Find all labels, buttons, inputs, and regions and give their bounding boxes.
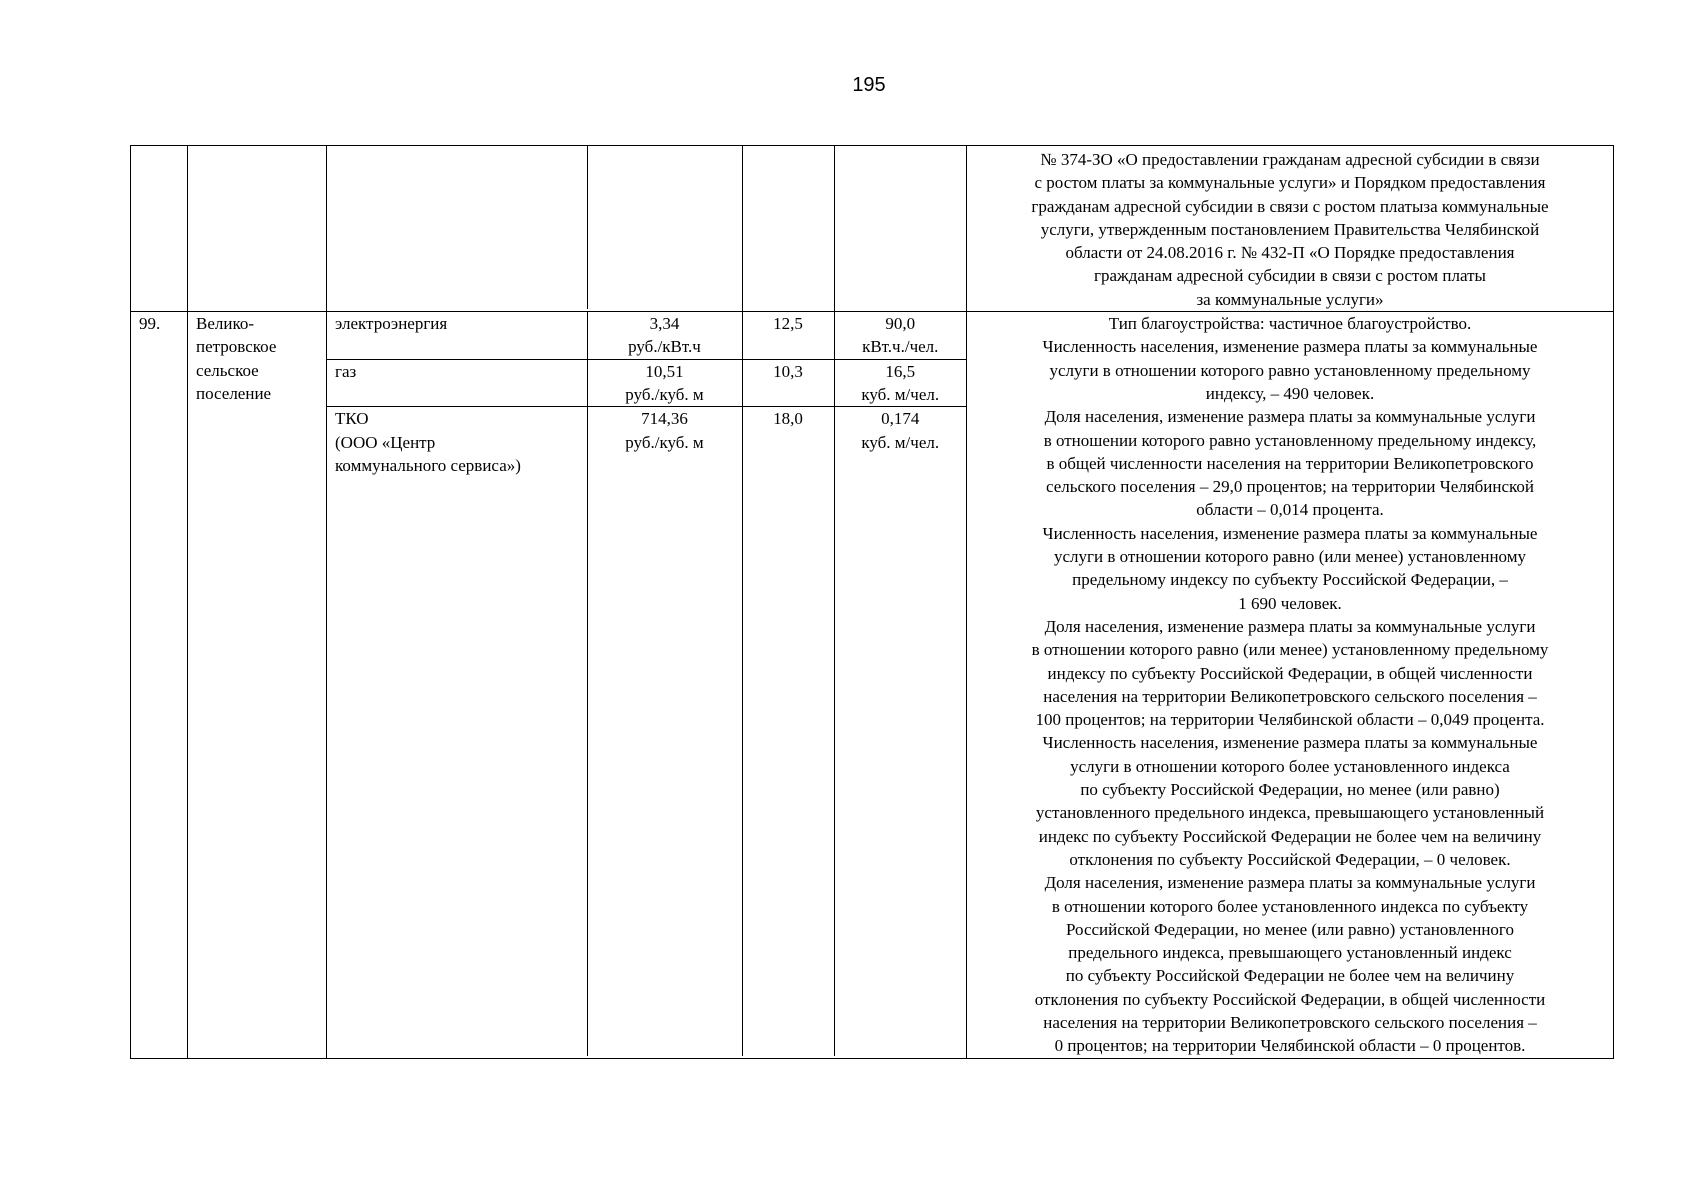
description-line: в общей численности населения на территории Великопетровского: [1046, 453, 1534, 473]
services-table: [327, 312, 966, 1056]
description-line: Доля населения, изменение размера платы за коммунальные услуги: [1044, 873, 1536, 893]
empty-services-cell: [327, 146, 743, 312]
empty-municipality-cell: [188, 146, 327, 312]
empty-index-cell: [743, 146, 835, 312]
improvement-description: [967, 312, 1614, 1059]
description-line: населения на территории Великопетровского сельского поселения –: [1043, 1012, 1537, 1032]
continuation-row: [131, 146, 1614, 312]
description-line: индекс по субъекту Российской Федерации не более чем на величину: [1038, 826, 1542, 846]
empty-service-name: [327, 146, 587, 309]
description-line: по субъекту Российской Федерации, но менее (или равно): [1080, 780, 1500, 800]
service-row-waste: [327, 407, 966, 1056]
service-tariff: 714,36 руб./куб. м: [587, 407, 742, 1056]
description-line: Численность населения, изменение размера платы за коммунальные: [1042, 337, 1538, 357]
description-line: Численность населения, изменение размера платы за коммунальные: [1042, 523, 1538, 543]
description-line: Доля населения, изменение размера платы за коммунальные услуги: [1044, 616, 1536, 636]
service-index: 10,3: [742, 359, 834, 407]
page-number: 195: [852, 74, 886, 96]
description-line: услуги в отношении которого равно (или менее) установленному: [1054, 547, 1526, 567]
municipality-line: сельское: [196, 360, 259, 380]
municipality-line: Велико-: [196, 314, 255, 334]
description-line: отклонения по субъекту Российской Федерации, – 0 человек.: [1069, 849, 1511, 869]
empty-number-cell: [131, 146, 188, 312]
municipality-line: поселение: [196, 383, 272, 403]
description-line: Тип благоустройства: частичное благоустройство.: [1108, 314, 1472, 334]
service-name: газ: [327, 359, 587, 407]
description-line: предельного индекса, превышающего установленный индекс: [1068, 943, 1512, 963]
description-line: в отношении которого равно (или менее) установленному предельному: [1031, 640, 1549, 660]
municipality-line: петровское: [196, 337, 277, 357]
description-line: Доля населения, изменение размера платы за коммунальные услуги: [1044, 407, 1536, 427]
description-line: предельному индексу по субъекту Российской Федерации, –: [1072, 570, 1508, 590]
service-name: электроэнергия: [327, 312, 587, 359]
service-tariff: 3,34 руб./кВт.ч: [587, 312, 742, 359]
empty-consumption-cell: [835, 146, 967, 312]
empty-tariff: [587, 146, 742, 309]
service-consumption: 0,174 куб. м/чел.: [861, 409, 940, 452]
description-line: Российской Федерации, но менее (или равно) установленного: [1066, 919, 1514, 939]
row-number: 99.: [131, 312, 188, 1059]
service-tariff: 10,51 руб./куб. м: [587, 359, 742, 407]
continuation-line: области от 24.08.2016 г. № 432-П «О Порядке предоставления: [1065, 243, 1515, 263]
description-line: установленного предельного индекса, превышающего установленный: [1035, 803, 1545, 823]
description-line: в отношении которого более установленного индекса по субъекту: [1051, 896, 1529, 916]
service-index: 18,0: [742, 407, 834, 1056]
services-block: [327, 312, 967, 1059]
table-row: [131, 312, 1614, 1059]
service-index: 12,5: [742, 312, 834, 359]
service-consumption: 16,5 куб. м/чел.: [834, 359, 966, 407]
description-line: области – 0,014 процента.: [1196, 500, 1384, 520]
description-line: 1 690 человек.: [1238, 593, 1342, 613]
continuation-line: гражданам адресной субсидии в связи с ростом платы: [1094, 266, 1486, 286]
continuation-line: гражданам адресной субсидии в связи с ростом платыза коммунальные: [1031, 196, 1549, 216]
description-line: 100 процентов; на территории Челябинской области – 0,049 процента.: [1035, 710, 1545, 730]
description-line: 0 процентов; на территории Челябинской области – 0 процентов.: [1054, 1036, 1526, 1056]
continuation-line: услуги, утвержденным постановлением Правительства Челябинской: [1040, 219, 1540, 239]
continuation-line: за коммунальные услуги»: [1196, 289, 1384, 309]
description-line: услуги в отношении которого более установленного индекса: [1070, 756, 1510, 776]
continuation-text: [967, 146, 1614, 312]
description-line: Численность населения, изменение размера платы за коммунальные: [1042, 733, 1538, 753]
continuation-line: с ростом платы за коммунальные услуги» и Порядком предоставления: [1034, 173, 1546, 193]
service-row-electricity: [327, 312, 966, 359]
service-row-gas: [327, 359, 966, 407]
description-line: в отношении которого равно установленному предельному индексу,: [1043, 430, 1537, 450]
description-line: отклонения по субъекту Российской Федерации, в общей численности: [1034, 989, 1546, 1009]
description-line: индексу, – 490 человек.: [1205, 383, 1375, 403]
description-line: индексу по субъекту Российской Федерации, в общей численности: [1047, 663, 1533, 683]
service-name: ТКО (ООО «Центр коммунального сервиса»): [327, 407, 587, 1056]
municipality-name: [188, 312, 327, 1059]
tariff-table: [130, 145, 1614, 1059]
description-line: населения на территории Великопетровского сельского поселения –: [1043, 686, 1537, 706]
description-line: по субъекту Российской Федерации не более чем на величину: [1065, 966, 1515, 986]
continuation-line: № 374-ЗО «О предоставлении гражданам адресной субсидии в связи: [1040, 150, 1540, 169]
description-line: услуги в отношении которого равно установленному предельному: [1049, 360, 1531, 380]
description-line: сельского поселения – 29,0 процентов; на территории Челябинской: [1045, 477, 1535, 497]
service-consumption: 90,0 кВт.ч./чел.: [834, 312, 966, 359]
